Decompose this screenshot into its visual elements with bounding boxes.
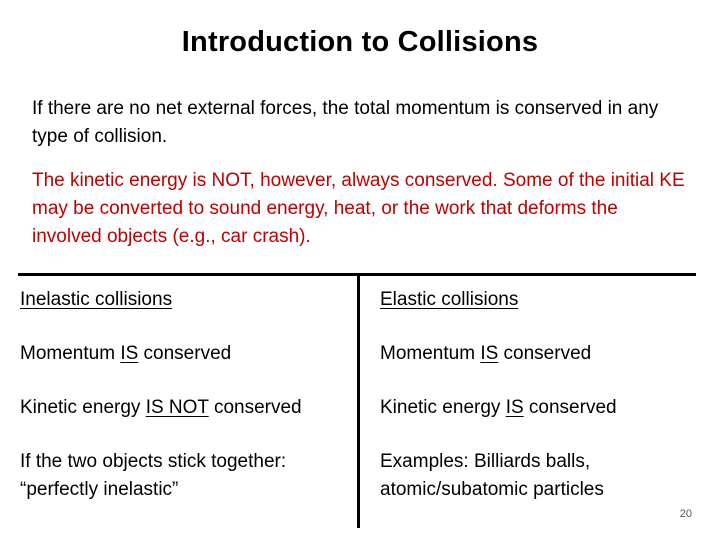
inelastic-header: Inelastic collisions [20, 289, 173, 310]
elastic-note: Examples: Billiards balls, atomic/subatomic particles [380, 451, 604, 500]
elastic-momentum-suffix: conserved [498, 343, 592, 364]
inelastic-momentum-emphasis: IS [120, 343, 139, 364]
inelastic-ke-cell [20, 394, 350, 422]
elastic-momentum-emphasis: IS [480, 343, 499, 364]
inelastic-ke-emphasis: IS NOT [145, 397, 209, 418]
elastic-ke-suffix: conserved [523, 397, 617, 418]
kinetic-energy-paragraph: The kinetic energy is NOT, however, always conserved. Some of the initial KE may be converted to sound energy, heat, or the work that deforms the involved objects (e.g., car crash). [32, 170, 685, 247]
elastic-ke-prefix: Kinetic energy [380, 397, 506, 418]
page-number: 20 [679, 508, 692, 520]
momentum-paragraph: If there are no net external forces, the total momentum is conserved in any type of collision. [32, 98, 659, 147]
inelastic-momentum-suffix: conserved [138, 343, 232, 364]
elastic-ke-cell [380, 394, 700, 422]
elastic-momentum-prefix: Momentum [380, 343, 481, 364]
elastic-header: Elastic collisions [380, 289, 519, 310]
inelastic-momentum-cell [20, 340, 350, 368]
inelastic-ke-suffix: conserved [208, 397, 302, 418]
elastic-ke-emphasis: IS [505, 397, 524, 418]
inelastic-ke-prefix: Kinetic energy [20, 397, 146, 418]
inelastic-note: If the two objects stick together: “perfectly inelastic” [20, 451, 287, 500]
elastic-momentum-cell [380, 340, 700, 368]
inelastic-momentum-prefix: Momentum [20, 343, 121, 364]
slide-title: Introduction to Collisions [181, 26, 539, 58]
table-column-divider [357, 273, 360, 528]
